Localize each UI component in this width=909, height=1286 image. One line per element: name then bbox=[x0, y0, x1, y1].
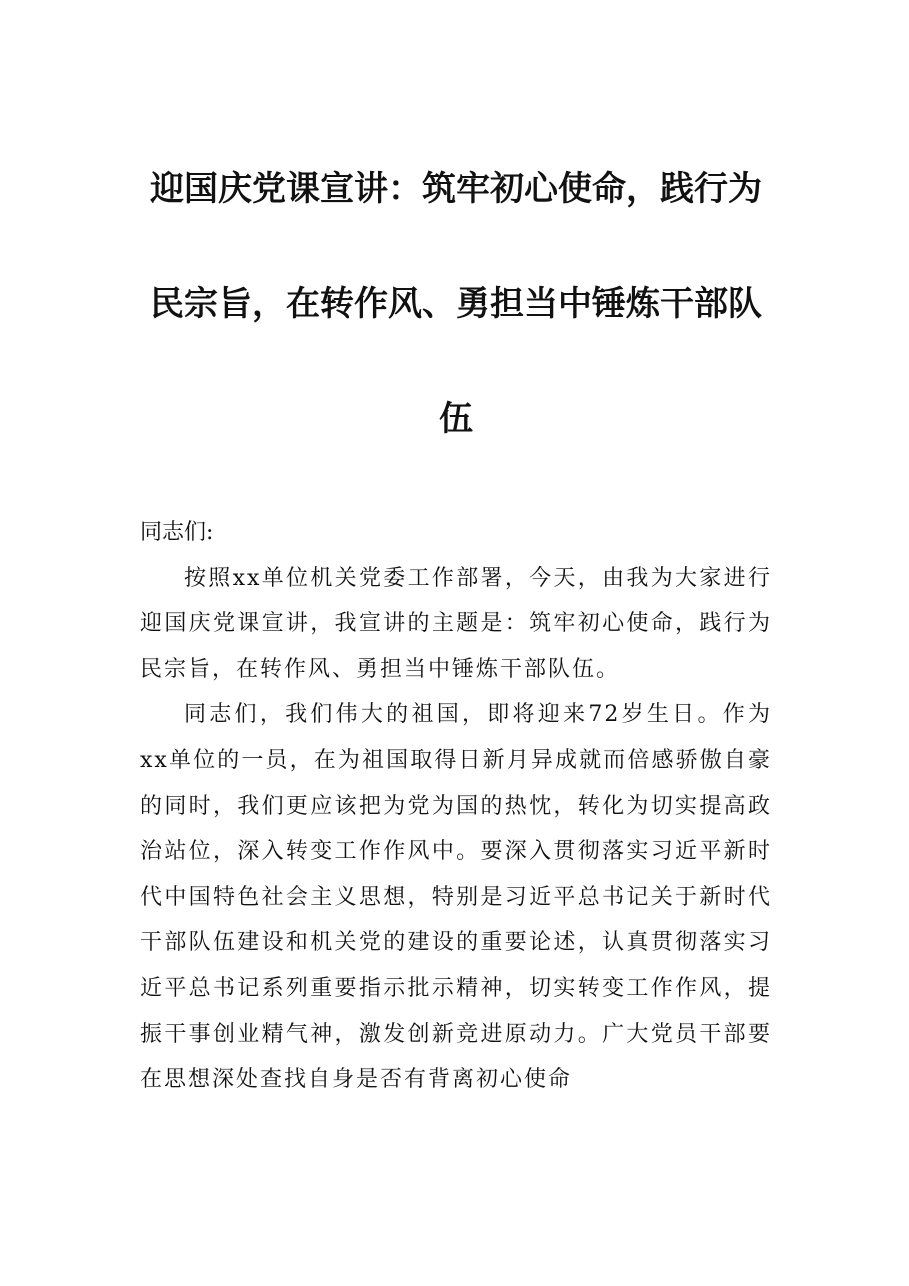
title-line-2: 民宗旨，在转作风、勇担当中锤炼干部队 bbox=[150, 284, 762, 324]
document-body bbox=[140, 510, 772, 1103]
title-line-3: 伍 bbox=[439, 399, 473, 439]
paragraph-1: 按照xx单位机关党委工作部署，今天，由我为大家进行迎国庆党课宣讲，我宣讲的主题是：筑牢初心使命，践行为民宗旨，在转作风、勇担当中锤炼干部队伍。 bbox=[140, 565, 772, 682]
paragraph-2: 同志们，我们伟大的祖国，即将迎来72岁生日。作为xx单位的一员，在为祖国取得日新月异成就而倍感骄傲自豪的同时，我们更应该把为党为国的热忱，转化为切实提高政治站位，深入转变工作作风中。要深入贯彻落实习近平新时代中国特色社会主义思想，特别是习近平总书记关于新时代干部队伍建设和机关党的建设的重要论述，认真贯彻落实习近平总书记系列重要指示批示精神，切实转变工作作风，提振干事创业精气神，激发创新竞进原动力。广大党员干部要在思想深处查找自身是否有背离初心使命 bbox=[140, 702, 772, 1093]
document-title bbox=[140, 132, 772, 477]
title-line-1: 迎国庆党课宣讲：筑牢初心使命，践行为 bbox=[150, 169, 762, 209]
salutation: 同志们: bbox=[140, 520, 214, 545]
